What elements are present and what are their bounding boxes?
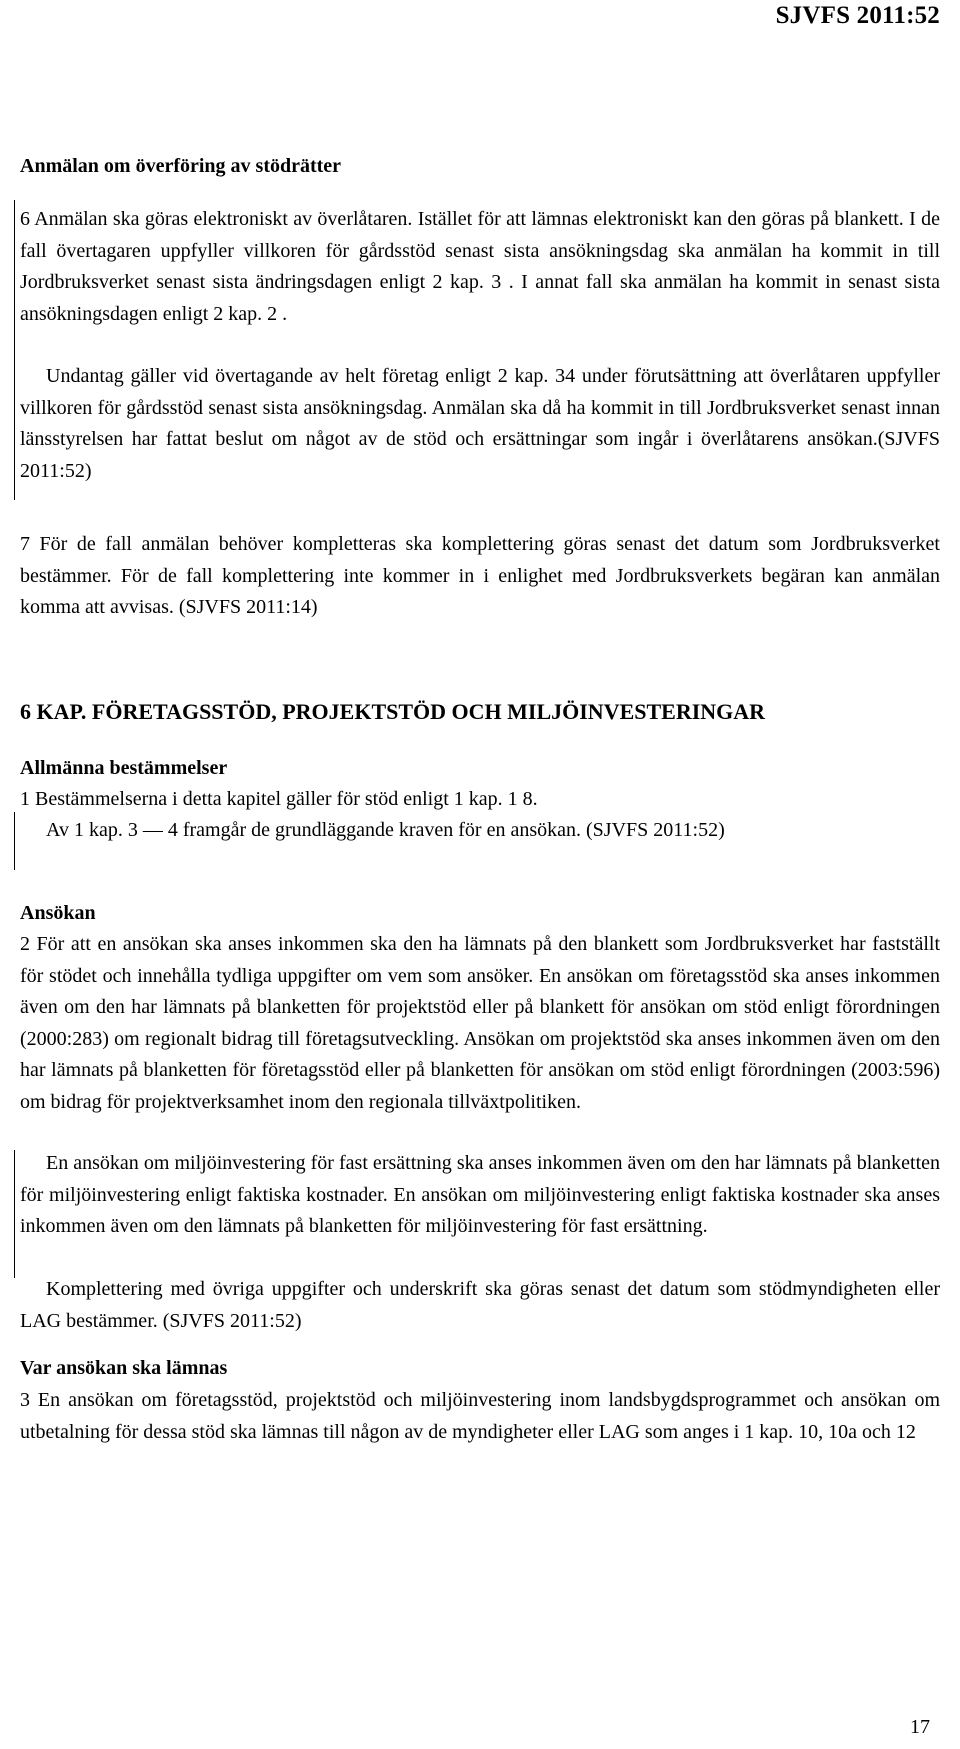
subheading-where-to-submit: Var ansökan ska lämnas [20, 1357, 228, 1379]
document-reference: SJVFS 2011:52 [775, 2, 940, 29]
section-heading-transfer: Anmälan om överföring av stödrätter [20, 155, 342, 177]
paragraph-2: 2 För att en ansökan ska anses inkommen ska den ha lämnats på den blankett som Jordbruksverket har fastställt för stödet och innehålla tydliga uppgifter om vem som ansöker. En ansökan om företagsstöd ska anses inkommen även om den har lämnats på blanketten för projektstöd eller på blankett för ansökan om stöd enligt förordningen (2000:283) om regionalt bidrag till företagsutveckling. Ansökan om projektstöd ska anses inkommen även om den har lämnats på blanketten för företagsstöd eller på blanketten för ansökan om stöd enligt förordningen (2003:596) om bidrag för projektverksamhet inom den regionala tillväxtpolitiken. [20, 933, 940, 1113]
paragraph-1: 1 Bestämmelserna i detta kapitel gäller för stöd enligt 1 kap. 1 8. [20, 788, 538, 810]
subheading-application: Ansökan [20, 902, 96, 924]
document-page [20, 0, 940, 1749]
paragraph-6-exception: Undantag gäller vid övertagande av helt företag enligt 2 kap. 34 under förutsättning att överlåtaren uppfyller villkoren för gårdsstöd senast sista ansökningsdag. Anmälan ska då ha kommit in till Jordbruksverket senast innan länsstyrelsen har fattat beslut om något av de stöd och ersättningar som ingår i överlåtarens ansökan.(SJVFS 2011:52) [20, 365, 940, 482]
paragraph-2-environment: En ansökan om miljöinvestering för fast ersättning ska anses inkommen även om den har lämnats på blanketten för miljöinvestering enligt faktiska kostnader. En ansökan om miljöinvestering enligt faktiska kostnader ska anses inkommen även om den lämnats på blanketten för miljöinvestering för fast ersättning. [20, 1152, 940, 1237]
page-number: 17 [910, 1716, 930, 1738]
paragraph-7: 7 För de fall anmälan behöver kompletteras ska komplettering göras senast det datum som Jordbruksverket bestämmer. För de fall komplettering inte kommer in i enlighet med Jordbruksverkets begäran kan anmälan komma att avvisas. (SJVFS 2011:14) [20, 533, 940, 618]
paragraph-2-supplement: Komplettering med övriga uppgifter och underskrift ska göras senast det datum som stödmyndigheten eller LAG bestämmer. (SJVFS 2011:52) [20, 1278, 940, 1332]
paragraph-6: 6 Anmälan ska göras elektroniskt av överlåtaren. Istället för att lämnas elektroniskt kan den göras på blankett. I de fall övertagaren uppfyller villkoren för gårdsstöd senast sista ansökningsdag ska anmälan ha kommit in till Jordbruksverket senast sista ändringsdagen enligt 2 kap. 3 . I annat fall ska anmälan ha kommit in senast sista ansökningsdagen enligt 2 kap. 2 . [20, 208, 940, 325]
change-bar [14, 812, 15, 870]
chapter-heading: 6 KAP. FÖRETAGSSTÖD, PROJEKTSTÖD OCH MILJÖINVESTERINGAR [20, 699, 766, 724]
change-bar [14, 1150, 15, 1278]
paragraph-3: 3 En ansökan om företagsstöd, projektstöd och miljöinvestering inom landsbygdsprogrammet och ansökan om utbetalning för dessa stöd ska lämnas till någon av de myndigheter eller LAG som anges i 1 kap. 10, 10a och 12 [20, 1389, 940, 1443]
change-bar [14, 200, 15, 500]
subheading-general: Allmänna bestämmelser [20, 757, 228, 779]
paragraph-1-cont: Av 1 kap. 3 — 4 framgår de grundläggande kraven för en ansökan. (SJVFS 2011:52) [46, 819, 725, 841]
